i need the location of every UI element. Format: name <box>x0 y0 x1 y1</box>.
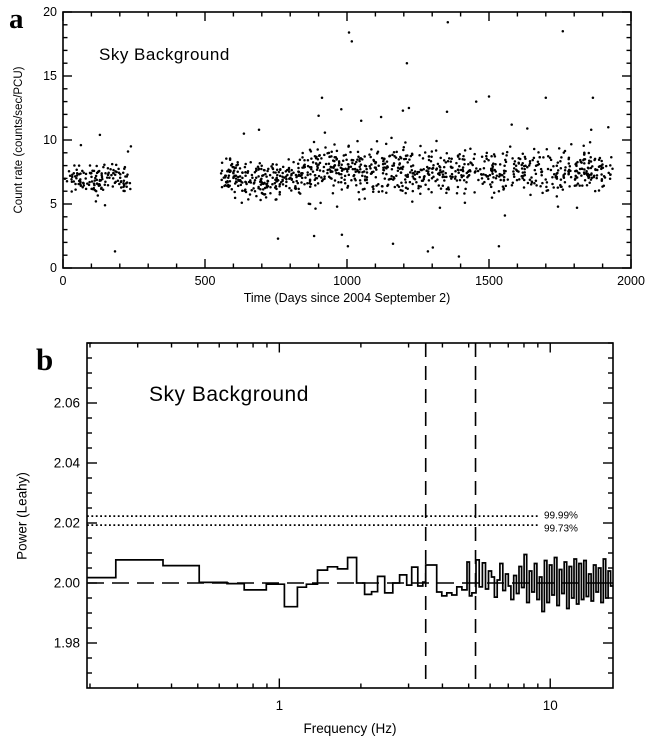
panel-b-title: Sky Background <box>149 383 309 406</box>
panel-a-y-tick-label: 20 <box>43 5 57 19</box>
panel-a-x-tick-label: 0 <box>59 274 67 288</box>
panel-b-letter: b <box>36 342 54 377</box>
significance-label-2: 99.73% <box>544 523 578 535</box>
panel-a-y-tick-label: 0 <box>50 261 57 275</box>
panel-b-x-tick-label: 10 <box>542 698 558 713</box>
panel-a-y-tick-label: 5 <box>50 197 57 211</box>
panel-a-y-axis-title: Count rate (counts/sec/PCU) <box>13 66 25 214</box>
panel-b-y-tick-label: 2.02 <box>53 515 80 531</box>
significance-label-1: 99.99% <box>544 510 578 522</box>
panel-b-y-tick-label: 2.00 <box>53 575 80 591</box>
panel-a-x-tick-label: 1500 <box>475 274 503 288</box>
panel-a-x-tick-label: 2000 <box>617 274 645 288</box>
panel-a-y-tick-label: 10 <box>43 133 57 147</box>
panel-b-y-tick-label: 2.04 <box>53 455 80 471</box>
panel-b-y-tick-label: 2.06 <box>53 395 80 411</box>
panel-a-x-axis-title: Time (Days since 2004 September 2) <box>243 291 451 305</box>
panel-b-x-tick-label: 1 <box>275 698 284 713</box>
panel-a-letter: a <box>9 3 24 35</box>
panel-a-y-tick-label: 15 <box>43 69 57 83</box>
panel-a-x-tick-label: 1000 <box>333 274 361 288</box>
panel-a-x-tick-label: 500 <box>194 274 216 288</box>
panel-b-x-axis-title: Frequency (Hz) <box>303 721 397 736</box>
panel-b-y-tick-label: 1.98 <box>53 635 80 651</box>
panel-b-y-axis-title: Power (Leahy) <box>14 472 30 560</box>
panel-a-title: Sky Background <box>99 45 230 64</box>
